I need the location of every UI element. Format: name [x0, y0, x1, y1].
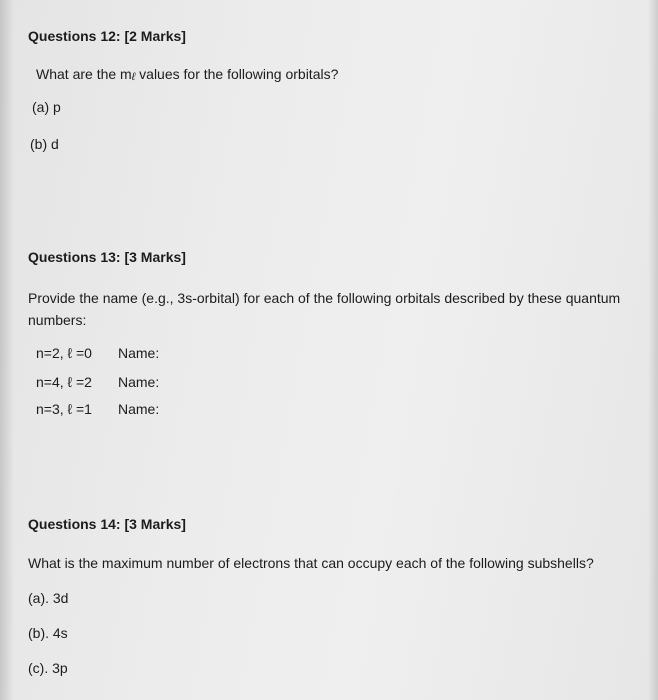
q12-item-b: (b) d	[30, 136, 59, 152]
q14-title: Questions 14: [3 Marks]	[28, 516, 186, 532]
q12-prompt-subscript: ℓ	[131, 71, 136, 83]
page-shadow-right	[648, 0, 658, 700]
q13-row-3-label: Name:	[118, 401, 160, 417]
page-shadow-left	[0, 0, 14, 700]
q14-prompt: What is the maximum number of electrons that can occupy each of the following subshells?	[28, 555, 594, 571]
q13-title: Questions 13: [3 Marks]	[28, 249, 186, 265]
q14-item-c: (c). 3p	[28, 660, 68, 676]
q12-prompt-after: values for the following orbitals?	[135, 66, 339, 82]
q12-item-a: (a) p	[32, 99, 61, 115]
q12-prompt-before: What are the m	[36, 66, 132, 82]
q14-item-a: (a). 3d	[28, 590, 69, 606]
q14-item-b: (b). 4s	[28, 625, 68, 641]
q12-title: Questions 12: [2 Marks]	[28, 28, 186, 44]
q13-row-1-label: Name:	[118, 345, 160, 361]
q13-row-3-numbers: n=3, ℓ =1	[36, 401, 92, 417]
q13-row-1-numbers: n=2, ℓ =0	[36, 345, 92, 361]
q12-prompt	[36, 66, 338, 83]
q13-prompt: Provide the name (e.g., 3s-orbital) for each of the following orbitals described by these quantum numbers:	[28, 290, 621, 328]
q13-row-2-numbers: n=4, ℓ =2	[36, 374, 92, 390]
q13-row-2-label: Name:	[118, 374, 160, 390]
